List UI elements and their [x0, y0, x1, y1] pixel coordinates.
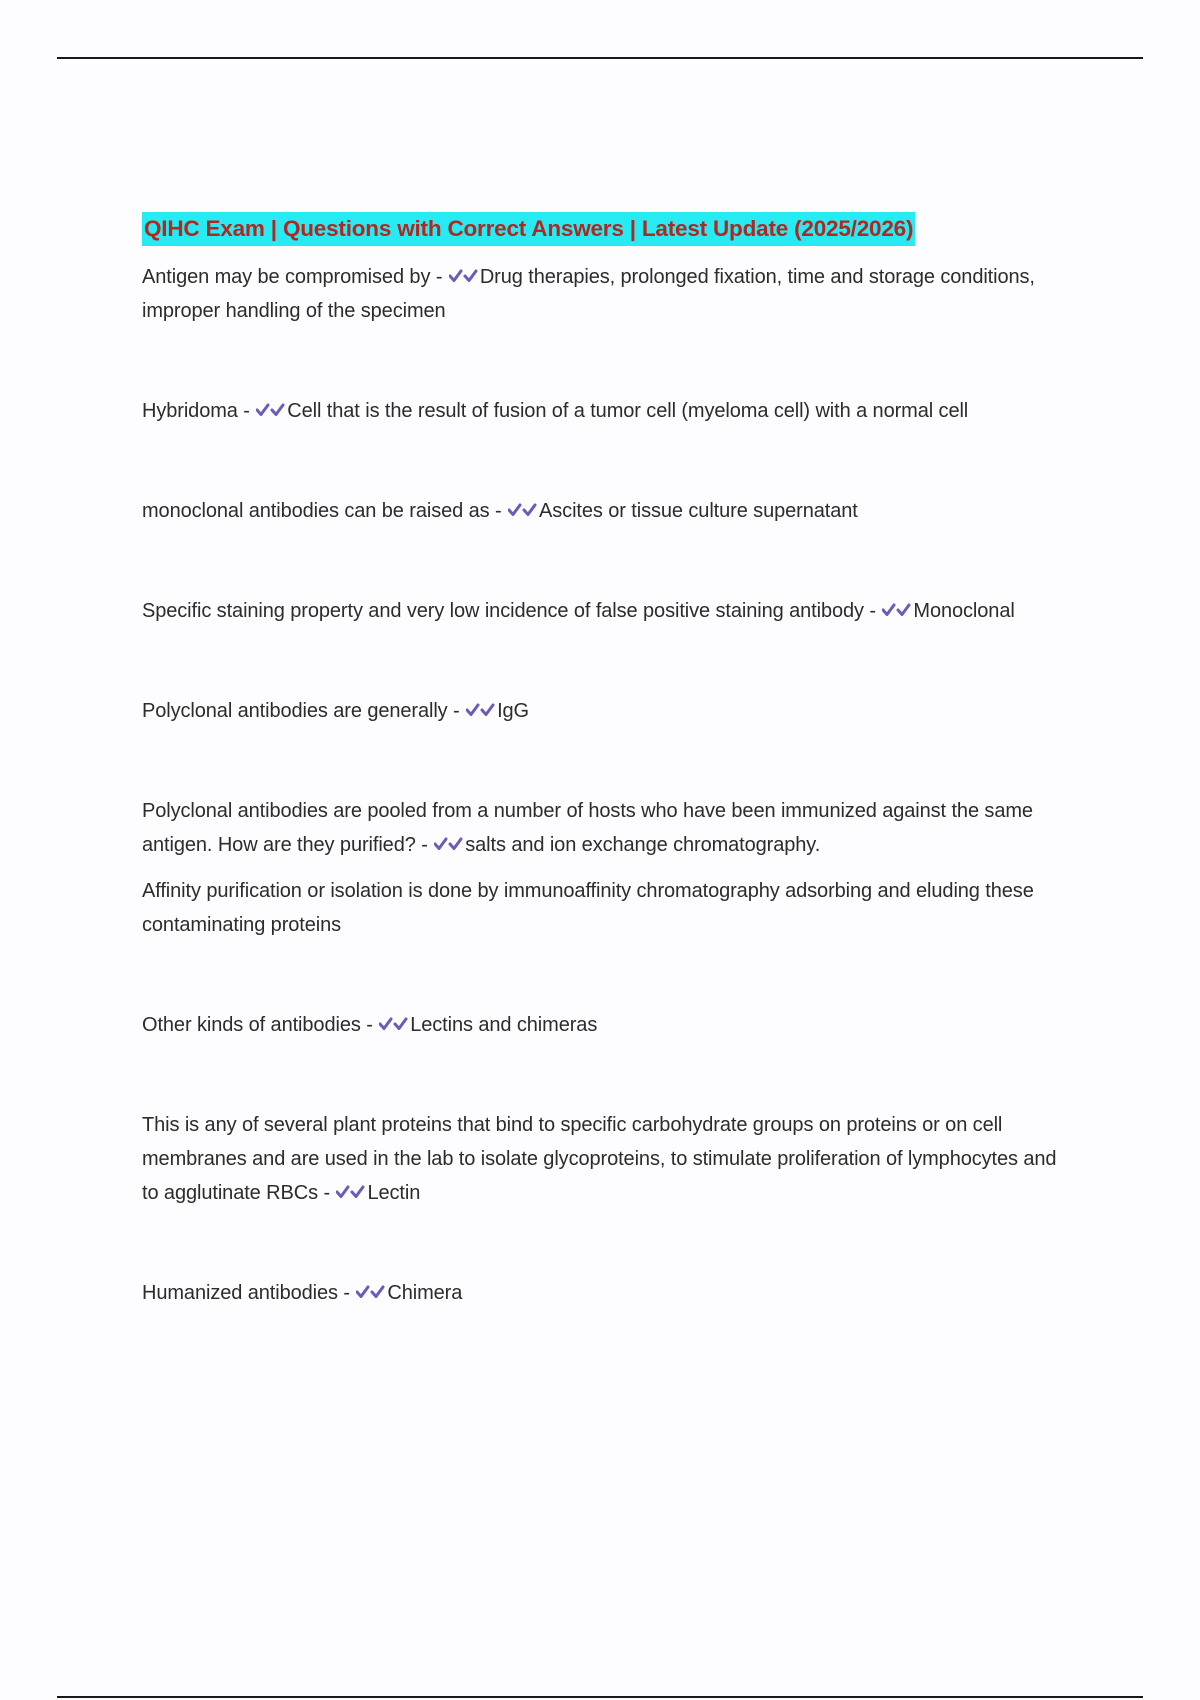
qa-item: [142, 594, 1072, 628]
double-check-icon: [508, 500, 538, 520]
question-text: Other kinds of antibodies: [142, 1014, 361, 1036]
double-check-icon: [466, 700, 496, 720]
double-check-icon: [336, 1182, 366, 1202]
document-title: QIHC Exam | Questions with Correct Answers | Latest Update (2025/2026): [142, 212, 915, 246]
answer-text: Ascites or tissue culture supernatant: [539, 500, 858, 522]
answer-text: IgG: [497, 700, 530, 722]
double-check-icon: [449, 266, 479, 286]
qa-item: [142, 1108, 1072, 1210]
answer-text: Drug therapies, prolonged fixation, time and storage conditions, improper handling of the specimen: [142, 266, 1035, 322]
qa-item: [142, 1276, 1072, 1310]
footer-rule: [57, 1696, 1143, 1698]
separator: -: [489, 500, 508, 522]
separator: -: [447, 700, 466, 722]
document-content: [142, 212, 1072, 1310]
answer-text: Lectins and chimeras: [410, 1014, 598, 1036]
double-check-icon: [434, 834, 464, 854]
paragraph-text: Affinity purification or isolation is done by immunoaffinity chromatography adsorbing and eluding these contaminating proteins: [142, 880, 1034, 936]
answer-text: Monoclonal: [913, 600, 1015, 622]
header-rule: [57, 57, 1143, 59]
answer-text: salts and ion exchange chromatography.: [465, 834, 821, 856]
qa-item: [142, 494, 1072, 528]
question-text: Polyclonal antibodies are generally: [142, 700, 448, 722]
qa-item: [142, 260, 1072, 328]
question-text: Specific staining property and very low incidence of false positive staining antibody: [142, 600, 864, 622]
qa-item: [142, 794, 1072, 862]
double-check-icon: [379, 1014, 409, 1034]
answer-text: Cell that is the result of fusion of a tumor cell (myeloma cell) with a normal cell: [287, 400, 969, 422]
double-check-icon: [356, 1282, 386, 1302]
separator: -: [360, 1014, 379, 1036]
answer-text: Lectin: [367, 1182, 421, 1204]
continuation-paragraph: [142, 874, 1072, 942]
separator: -: [430, 266, 448, 288]
double-check-icon: [882, 600, 912, 620]
qa-item: [142, 694, 1072, 728]
question-text: Humanized antibodies: [142, 1282, 338, 1304]
question-text: monoclonal antibodies can be raised as: [142, 500, 490, 522]
answer-text: Chimera: [387, 1282, 463, 1304]
separator: -: [317, 1182, 336, 1204]
separator: -: [237, 400, 256, 422]
double-check-icon: [256, 400, 286, 420]
question-text: This is any of several plant proteins that bind to specific carbohydrate groups on proteins or on cell membranes and are used in the lab to isolate glycoproteins, to stimulate proliferation of lymphocytes and to agglutinate RBCs: [142, 1114, 1057, 1204]
separator: -: [415, 834, 434, 856]
separator: -: [337, 1282, 356, 1304]
question-text: Hybridoma: [142, 400, 238, 422]
qa-item: [142, 1008, 1072, 1042]
question-text: Polyclonal antibodies are pooled from a number of hosts who have been immunized against the same antigen. How are they purified?: [142, 800, 1033, 856]
qa-item: [142, 394, 1072, 428]
question-text: Antigen may be compromised by: [142, 266, 431, 288]
separator: -: [863, 600, 882, 622]
